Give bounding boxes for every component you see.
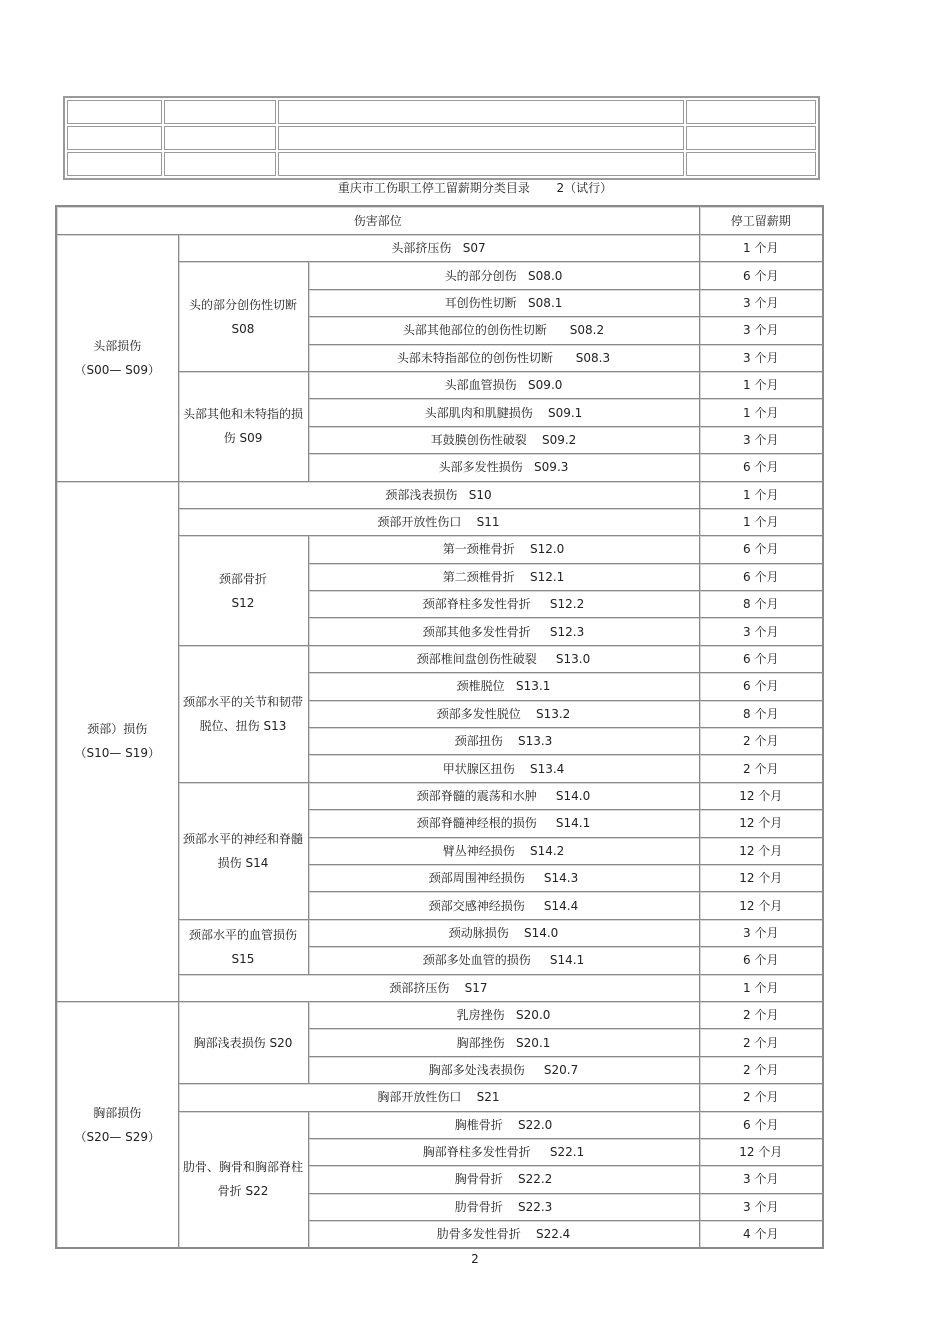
injury-item-cell: 胸部脊柱多发性骨折 S22.1 bbox=[308, 1138, 699, 1165]
injury-item-cell: 头部多发性损伤 S09.3 bbox=[308, 454, 699, 481]
leave-period-cell: 4 个月 bbox=[699, 1221, 823, 1249]
injury-item-cell: 乳房挫伤 S20.0 bbox=[308, 1001, 699, 1028]
injury-item-cell: 颈部脊髓的震荡和水肿 S14.0 bbox=[308, 782, 699, 809]
leave-period-cell: 3 个月 bbox=[699, 317, 823, 344]
blank-row bbox=[67, 152, 816, 176]
leave-period-cell: 6 个月 bbox=[699, 563, 823, 590]
injury-classification-table bbox=[55, 205, 824, 1249]
leave-period-cell: 6 个月 bbox=[699, 947, 823, 974]
blank-cell bbox=[686, 126, 816, 150]
injury-item-cell: 头部肌肉和肌腱损伤 S09.1 bbox=[308, 399, 699, 426]
injury-item-cell: 颈部开放性伤口 S11 bbox=[178, 508, 699, 535]
table-row bbox=[56, 481, 823, 508]
page-number: 2 bbox=[471, 1252, 479, 1266]
injury-item-cell: 肋骨多发性骨折 S22.4 bbox=[308, 1221, 699, 1249]
blank-row bbox=[67, 126, 816, 150]
leave-period-cell: 8 个月 bbox=[699, 591, 823, 618]
header-leave-period: 停工留薪期 bbox=[699, 206, 823, 235]
leave-period-cell: 12 个月 bbox=[699, 892, 823, 919]
injury-item-cell: 臂丛神经损伤 S14.2 bbox=[308, 837, 699, 864]
injury-item-cell: 甲状腺区扭伤 S13.4 bbox=[308, 755, 699, 782]
body-region-cell: 颈部）损伤 （S10— S19） bbox=[56, 481, 178, 1001]
blank-cell bbox=[164, 152, 276, 176]
blank-row bbox=[67, 100, 816, 124]
injury-item-cell: 胸部多处浅表损伤 S20.7 bbox=[308, 1056, 699, 1083]
injury-item-cell: 颈部多发性脱位 S13.2 bbox=[308, 700, 699, 727]
injury-item-cell: 胸椎骨折 S22.0 bbox=[308, 1111, 699, 1138]
document-caption: 重庆市工伤职工停工留薪期分类目录 2（试行） bbox=[337, 181, 613, 195]
injury-item-cell: 胸部挫伤 S20.1 bbox=[308, 1029, 699, 1056]
injury-item-cell: 头部其他部位的创伤性切断 S08.2 bbox=[308, 317, 699, 344]
injury-item-cell: 头的部分创伤 S08.0 bbox=[308, 262, 699, 289]
blank-cell bbox=[278, 100, 684, 124]
leave-period-cell: 2 个月 bbox=[699, 1001, 823, 1028]
blank-cell bbox=[67, 152, 162, 176]
leave-period-cell: 3 个月 bbox=[699, 426, 823, 453]
leave-period-cell: 2 个月 bbox=[699, 1056, 823, 1083]
injury-item-cell: 第一颈椎骨折 S12.0 bbox=[308, 536, 699, 563]
injury-category-cell: 颈部水平的血管损伤 S15 bbox=[178, 919, 308, 974]
leave-period-cell: 3 个月 bbox=[699, 618, 823, 645]
injury-item-cell: 头部血管损伤 S09.0 bbox=[308, 371, 699, 398]
blank-cell bbox=[278, 152, 684, 176]
blank-cell bbox=[278, 126, 684, 150]
leave-period-cell: 1 个月 bbox=[699, 371, 823, 398]
leave-period-cell: 1 个月 bbox=[699, 399, 823, 426]
injury-item-cell: 颈部脊髓神经根的损伤 S14.1 bbox=[308, 810, 699, 837]
injury-item-cell: 胸部开放性伤口 S21 bbox=[178, 1084, 699, 1111]
injury-category-cell: 肋骨、胸骨和胸部脊柱骨折 S22 bbox=[178, 1111, 308, 1248]
leave-period-cell: 3 个月 bbox=[699, 1166, 823, 1193]
injury-item-cell: 颈部多处血管的损伤 S14.1 bbox=[308, 947, 699, 974]
injury-item-cell: 颈动脉损伤 S14.0 bbox=[308, 919, 699, 946]
injury-item-cell: 颈部脊柱多发性骨折 S12.2 bbox=[308, 591, 699, 618]
injury-item-cell: 颈部周围神经损伤 S14.3 bbox=[308, 864, 699, 891]
table-row bbox=[56, 235, 823, 262]
blank-cell bbox=[686, 152, 816, 176]
injury-category-cell: 头的部分创伤性切断 S08 bbox=[178, 262, 308, 372]
blank-cell bbox=[164, 126, 276, 150]
injury-category-cell: 颈部骨折 S12 bbox=[178, 536, 308, 646]
leave-period-cell: 1 个月 bbox=[699, 235, 823, 262]
leave-period-cell: 12 个月 bbox=[699, 1138, 823, 1165]
leave-period-cell: 6 个月 bbox=[699, 1111, 823, 1138]
injury-item-cell: 颈部浅表损伤 S10 bbox=[178, 481, 699, 508]
injury-item-cell: 肋骨骨折 S22.3 bbox=[308, 1193, 699, 1220]
leave-period-cell: 12 个月 bbox=[699, 864, 823, 891]
leave-period-cell: 6 个月 bbox=[699, 536, 823, 563]
leave-period-cell: 2 个月 bbox=[699, 1084, 823, 1111]
leave-period-cell: 3 个月 bbox=[699, 1193, 823, 1220]
blank-cell bbox=[164, 100, 276, 124]
injury-item-cell: 胸骨骨折 S22.2 bbox=[308, 1166, 699, 1193]
leave-period-cell: 2 个月 bbox=[699, 755, 823, 782]
injury-item-cell: 颈部挤压伤 S17 bbox=[178, 974, 699, 1001]
leave-period-cell: 12 个月 bbox=[699, 782, 823, 809]
leave-period-cell: 2 个月 bbox=[699, 728, 823, 755]
injury-item-cell: 颈部椎间盘创伤性破裂 S13.0 bbox=[308, 645, 699, 672]
injury-item-cell: 第二颈椎骨折 S12.1 bbox=[308, 563, 699, 590]
leave-period-cell: 6 个月 bbox=[699, 454, 823, 481]
injury-item-cell: 颈部其他多发性骨折 S12.3 bbox=[308, 618, 699, 645]
body-region-cell: 胸部损伤 （S20— S29） bbox=[56, 1001, 178, 1248]
injury-item-cell: 颈部扭伤 S13.3 bbox=[308, 728, 699, 755]
leave-period-cell: 2 个月 bbox=[699, 1029, 823, 1056]
injury-category-cell: 头部其他和未特指的损伤 S09 bbox=[178, 371, 308, 481]
injury-category-cell: 胸部浅表损伤 S20 bbox=[178, 1001, 308, 1083]
injury-item-cell: 耳创伤性切断 S08.1 bbox=[308, 289, 699, 316]
injury-item-cell: 头部挤压伤 S07 bbox=[178, 235, 699, 262]
leave-period-cell: 3 个月 bbox=[699, 919, 823, 946]
leave-period-cell: 1 个月 bbox=[699, 508, 823, 535]
blank-header-table bbox=[63, 96, 820, 180]
blank-cell bbox=[686, 100, 816, 124]
injury-item-cell: 颈部交感神经损伤 S14.4 bbox=[308, 892, 699, 919]
table-row bbox=[56, 1001, 823, 1028]
injury-category-cell: 颈部水平的关节和韧带脱位、扭伤 S13 bbox=[178, 645, 308, 782]
leave-period-cell: 12 个月 bbox=[699, 837, 823, 864]
leave-period-cell: 6 个月 bbox=[699, 262, 823, 289]
injury-item-cell: 耳鼓膜创伤性破裂 S09.2 bbox=[308, 426, 699, 453]
leave-period-cell: 6 个月 bbox=[699, 645, 823, 672]
table-header-row bbox=[56, 206, 823, 235]
blank-cell bbox=[67, 100, 162, 124]
header-injury-part: 伤害部位 bbox=[56, 206, 699, 235]
leave-period-cell: 1 个月 bbox=[699, 974, 823, 1001]
leave-period-cell: 12 个月 bbox=[699, 810, 823, 837]
leave-period-cell: 3 个月 bbox=[699, 289, 823, 316]
body-region-cell: 头部损伤 （S00— S09） bbox=[56, 235, 178, 482]
table-body bbox=[56, 206, 823, 1248]
injury-item-cell: 头部未特指部位的创伤性切断 S08.3 bbox=[308, 344, 699, 371]
leave-period-cell: 8 个月 bbox=[699, 700, 823, 727]
leave-period-cell: 6 个月 bbox=[699, 673, 823, 700]
blank-cell bbox=[67, 126, 162, 150]
leave-period-cell: 1 个月 bbox=[699, 481, 823, 508]
injury-item-cell: 颈椎脱位 S13.1 bbox=[308, 673, 699, 700]
injury-category-cell: 颈部水平的神经和脊髓损伤 S14 bbox=[178, 782, 308, 919]
leave-period-cell: 3 个月 bbox=[699, 344, 823, 371]
